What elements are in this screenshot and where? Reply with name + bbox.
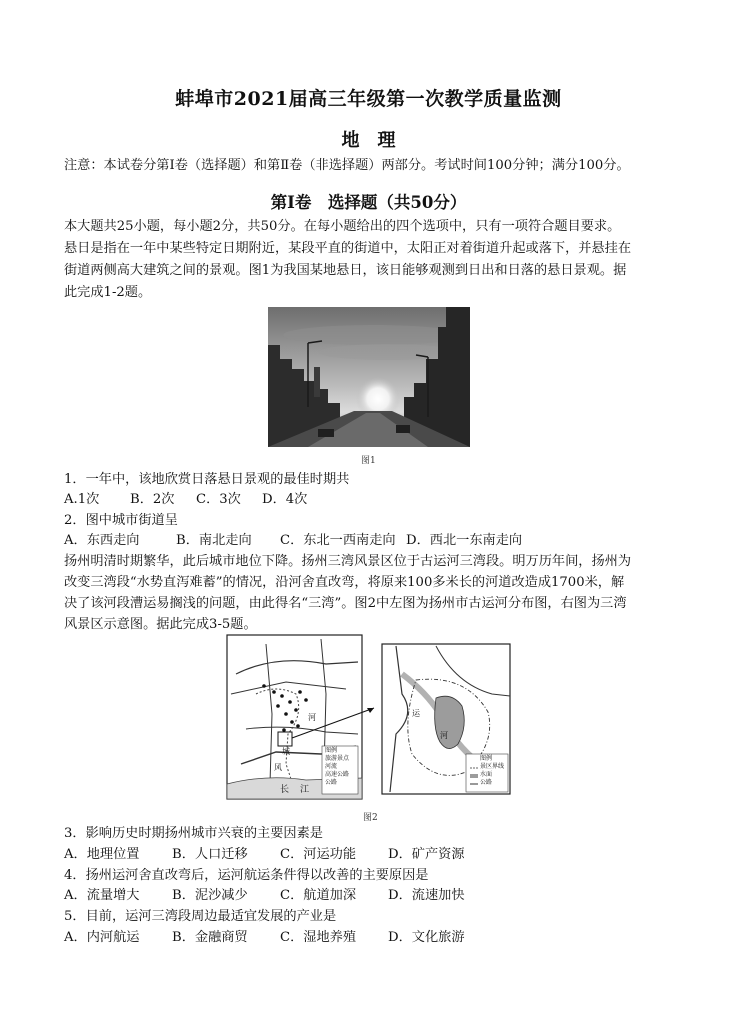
map-label: 城 <box>282 747 290 756</box>
q2-option-c[interactable]: C．东北一西南走向 <box>280 533 396 548</box>
q1-option-c[interactable]: C．3次 <box>196 492 241 507</box>
legend-item: 公路 <box>325 779 338 786</box>
legend-item: 河流 <box>325 763 338 770</box>
exam-title: 蚌埠市2021届高三年级第一次教学质量监测 <box>175 88 562 110</box>
subject-title: 地 理 <box>341 130 396 151</box>
map-label: 河 <box>308 713 316 722</box>
passage2-line: 改变三湾段“水势直泻难蓄”的情况，沿河舍直改弯，将原来100多米长的河道改造成1700米，解 <box>64 575 625 590</box>
legend-item: 景区界线 <box>480 763 505 770</box>
passage1-line: 悬日是指在一年中某些特定日期附近，某段平直的街道中，太阳正对着街道升起或落下，并悬挂在 <box>64 241 632 256</box>
legend-item: 旅游景点 <box>325 755 350 762</box>
q1-option-d[interactable]: D．4次 <box>262 492 308 507</box>
q2-option-a[interactable]: A．东西走向 <box>64 533 140 548</box>
legend-title: 图例 <box>480 755 493 762</box>
section-heading: 第Ⅰ卷 选择题（共50分） <box>270 193 467 212</box>
q3-option-d[interactable]: D．矿产资源 <box>388 847 465 862</box>
q2-stem: 2．图中城市街道呈 <box>64 513 178 528</box>
q2-option-b[interactable]: B．南北走向 <box>176 533 252 548</box>
q4-option-a[interactable]: A．流量增大 <box>64 888 140 903</box>
q1-stem: 1．一年中，该地欣赏日落悬日景观的最佳时期共 <box>64 472 350 487</box>
legend-item: 高速公路 <box>325 771 350 778</box>
q5-option-c[interactable]: C．湿地养殖 <box>280 930 357 945</box>
passage2-line: 风景区示意图。据此完成3-5题。 <box>64 617 257 632</box>
q4-options <box>64 886 465 906</box>
q3-option-c[interactable]: C．河运功能 <box>280 847 357 862</box>
legend-item: 公路 <box>480 779 493 786</box>
q5-option-b[interactable]: B．金融商贸 <box>172 930 248 945</box>
q5-stem: 5．目前，运河三湾段周边最适宜发展的产业是 <box>64 909 337 924</box>
figure1-caption: 图1 <box>361 456 376 466</box>
q4-option-b[interactable]: B．泥沙减少 <box>172 888 248 903</box>
exam-notice: 注意：本试卷分第Ⅰ卷（选择题）和第Ⅱ卷（非选择题）两部分。考试时间100分钟；满分100分。 <box>64 158 630 173</box>
q4-option-c[interactable]: C．航道加深 <box>280 888 357 903</box>
passage2-line: 决了该河段漕运易搁浅的问题，由此得名“三湾”。图2中左图为扬州市古运河分布图，右图为三湾 <box>64 596 627 611</box>
right-map-legend <box>480 755 504 787</box>
legend-title: 图例 <box>325 747 338 754</box>
q3-option-b[interactable]: B．人口迁移 <box>172 847 248 862</box>
left-map-legend <box>325 747 349 787</box>
q3-stem: 3．影响历史时期扬州城市兴衰的主要因素是 <box>64 826 323 841</box>
figure2-maps <box>226 634 512 806</box>
q5-options <box>64 928 465 948</box>
map-label: 运 <box>412 709 420 718</box>
section-instructions: 本大题共25小题，每小题2分，共50分。在每小题给出的四个选项中，只有一项符合题目要求。 <box>64 219 621 234</box>
q1-option-b[interactable]: B．2次 <box>130 492 175 507</box>
q1-option-a[interactable]: A.1次 <box>64 492 100 507</box>
figure1-photo <box>268 307 470 447</box>
map-label: 河 <box>440 731 448 740</box>
passage1-line: 此完成1-2题。 <box>64 285 152 300</box>
q4-option-d[interactable]: D．流速加快 <box>388 888 465 903</box>
map-label: 长 <box>280 785 290 795</box>
figure2-caption: 图2 <box>363 813 378 823</box>
q1-options <box>64 490 307 510</box>
legend-item: 水面 <box>480 771 493 778</box>
q5-option-a[interactable]: A．内河航运 <box>64 930 140 945</box>
q4-stem: 4．扬州运河舍直改弯后，运河航运条件得以改善的主要原因是 <box>64 868 429 883</box>
q3-option-a[interactable]: A．地理位置 <box>64 847 140 862</box>
map-label: 江 <box>300 785 310 795</box>
q2-option-d[interactable]: D．西北一东南走向 <box>406 533 523 548</box>
q3-options <box>64 845 465 865</box>
passage2-line: 扬州明清时期繁华，此后城市地位下降。扬州三湾风景区位于古运河三湾段。明万历年间，扬州为 <box>64 554 632 569</box>
q5-option-d[interactable]: D．文化旅游 <box>388 930 465 945</box>
q2-options <box>64 531 522 551</box>
map-label: 风 <box>274 763 282 772</box>
passage1-line: 街道两侧高大建筑之间的景观。图1为我国某地悬日，该日能够观测到日出和日落的悬日景观。据 <box>64 263 627 278</box>
